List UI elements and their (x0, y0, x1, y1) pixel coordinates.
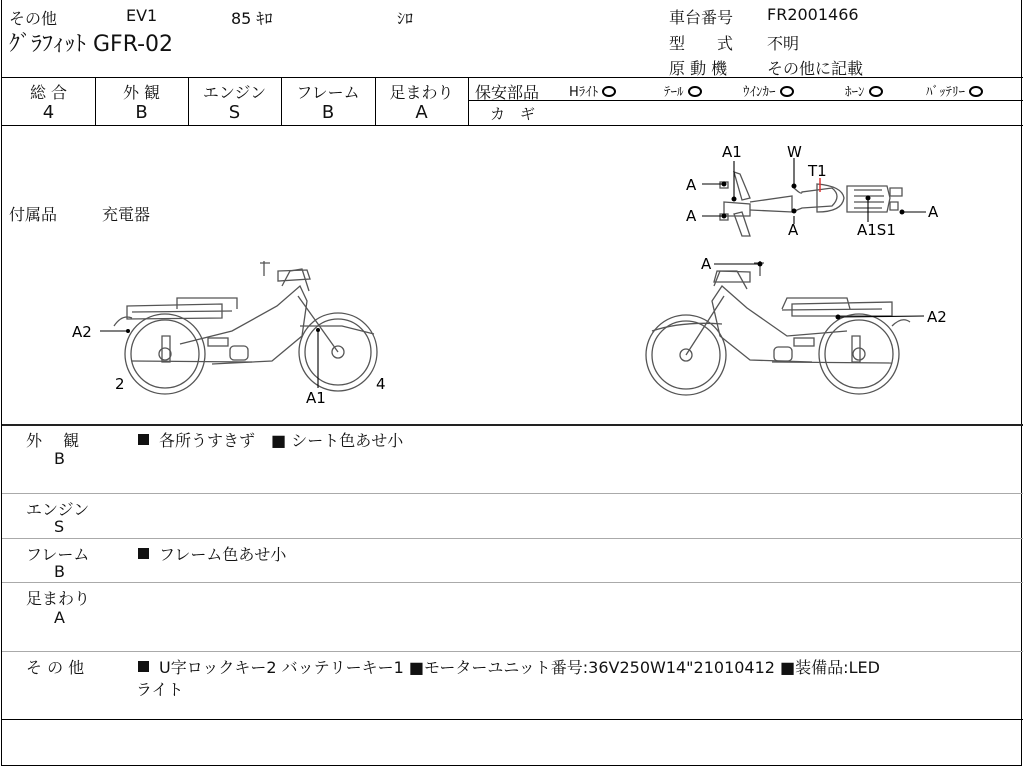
grade-header-frame: フレーム (296, 83, 360, 102)
label-a1s1: A1S1 (857, 221, 896, 239)
safety-item-headlight (569, 81, 616, 100)
grade-value-engine: S (228, 102, 241, 123)
ok-circle-icon (688, 86, 702, 97)
grade-value-frame: B (321, 102, 335, 123)
type-label: 型 式 (669, 34, 734, 53)
grade-header-engine: エンジン (202, 83, 267, 102)
label-a-top-4: A (928, 203, 939, 221)
inspection-sheet (1, 0, 1022, 766)
ok-circle-icon (869, 86, 883, 97)
divider (2, 424, 1023, 426)
safety-item-battery (926, 81, 983, 100)
grade-header-overall: 総 合 (29, 83, 68, 102)
label-a1-left: A1 (306, 389, 326, 407)
label-t1: T1 (808, 162, 827, 180)
label-a2-right: A2 (927, 308, 947, 326)
divider (2, 77, 1023, 78)
safety-item-tail (664, 81, 702, 100)
chassis-label: 車台番号 (669, 8, 734, 27)
color: ｼﾛ (397, 9, 414, 28)
section-frame-label: フレーム (26, 545, 90, 564)
label-a-top-2: A (686, 207, 697, 225)
divider (2, 582, 1023, 583)
section-other-notes (138, 655, 880, 678)
type-value: 不明 (767, 34, 800, 53)
section-suspension-grade: A (54, 608, 65, 627)
label-4: 4 (376, 375, 386, 393)
chassis-value: FR2001466 (767, 5, 859, 24)
note-text: フレーム色あせ小 (159, 545, 287, 564)
grade-value-suspension: A (415, 102, 428, 123)
divider (2, 538, 1023, 539)
section-exterior-label: 外 観 (26, 431, 80, 450)
section-engine-grade: S (54, 517, 65, 536)
ok-circle-icon (969, 86, 983, 97)
safety-item-label: ﾊﾞｯﾃﾘｰ (926, 85, 965, 100)
safety-item-horn (845, 81, 883, 100)
section-exterior-notes (138, 428, 403, 451)
keys-label: カ ギ (490, 105, 536, 123)
accessories-label: 付属品 (9, 205, 58, 224)
safety-label: 保安部品 (475, 83, 540, 102)
section-frame-grade: B (54, 562, 65, 581)
label-2: 2 (115, 375, 125, 393)
section-suspension-label: 足まわり (26, 589, 91, 608)
safety-item-label: ｳｲﾝｶｰ (743, 85, 776, 100)
divider (2, 493, 1023, 494)
category: その他 (9, 9, 58, 28)
model-code: EV1 (126, 6, 158, 25)
section-engine-label: エンジン (26, 500, 90, 519)
engine-label: 原 動 機 (669, 59, 728, 78)
section-other-label: そ の 他 (26, 658, 85, 677)
divider (2, 719, 1023, 720)
damage-diagram (2, 126, 1023, 424)
bullet-square-icon (138, 434, 149, 445)
ok-circle-icon (780, 86, 794, 97)
grade-header-suspension: 足まわり (389, 83, 454, 102)
engine-value: その他に記載 (767, 59, 864, 78)
safety-item-label: ﾎｰﾝ (845, 85, 865, 100)
note-text: 各所うすきず ■ シート色あせ小 (159, 431, 404, 450)
label-w: W (787, 143, 802, 161)
label-a-top-1: A (686, 176, 697, 194)
safety-item-label: Hﾗｲﾄ (569, 85, 599, 100)
section-frame-notes (138, 542, 286, 565)
grade-value-overall: 4 (42, 102, 55, 123)
bullet-square-icon (138, 661, 149, 672)
bike-right-view (646, 261, 910, 395)
label-a-right: A (701, 255, 712, 273)
safety-item-winker (743, 81, 794, 100)
grade-header-exterior: 外 観 (122, 83, 161, 102)
section-exterior-grade: B (54, 449, 65, 468)
divider (2, 651, 1023, 652)
bike-name: ｸﾞﾗﾌｨｯﾄ GFR-02 (9, 32, 174, 57)
accessories-value: 充電器 (102, 205, 151, 224)
label-a2-left: A2 (72, 323, 92, 341)
label-a1-top: A1 (722, 143, 742, 161)
divider (468, 77, 469, 125)
note-text: U字ロックキー2 バッテリーキー1 ■モーターユニット番号:36V250W14"21010412 ■装備品:LED (159, 658, 880, 677)
ok-circle-icon (602, 86, 616, 97)
bike-left-view (114, 261, 377, 394)
mileage: 85 ｷﾛ (231, 9, 273, 28)
divider (469, 100, 1023, 101)
grade-value-exterior: B (135, 102, 148, 123)
section-other-notes-cont: ライト (136, 680, 184, 699)
label-a-top-3: A (788, 221, 799, 239)
safety-item-label: ﾃｰﾙ (664, 85, 684, 100)
bullet-square-icon (138, 548, 149, 559)
